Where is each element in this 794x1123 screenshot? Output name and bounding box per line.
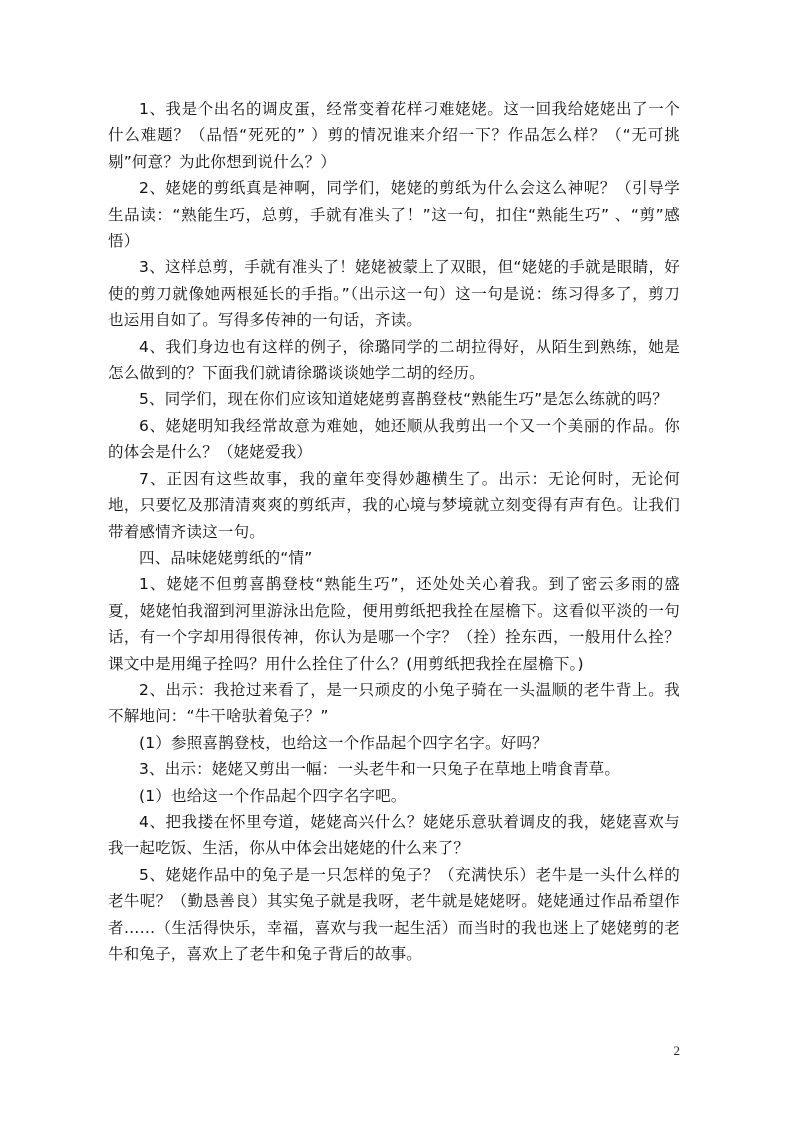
paragraph-6: 6、姥姥明知我经常故意为难她，她还顺从我剪出一个又一个美丽的作品。你的体会是什么？（姥姥爱我）	[108, 416, 680, 462]
paragraph-4: 4、我们身边也有这样的例子，徐璐同学的二胡拉得好，从陌生到熟练，她是怎么做到的？下面我们就请徐璐谈谈她学二胡的经历。	[108, 337, 680, 383]
paragraph-10: (1）参照喜鹊登枝，也给这一个作品起个四字名字。好吗？	[139, 733, 548, 752]
paragraph-1: 1、我是个出名的调皮蛋，经常变着花样刁难姥姥。这一回我给姥姥出了一个什么难题？（品悟“死死的” ）剪的情况谁来介绍一下？作品怎么样？（“无可挑剔”何意？为此你想到说什么？）	[108, 100, 680, 171]
paragraph-9: 2、出示：我抢过来看了，是一只顽皮的小兔子骑在一头温顺的老牛背上。我不解地问：“牛干啥驮着兔子？”	[108, 680, 680, 726]
document-body	[108, 96, 680, 967]
paragraph-2: 2、姥姥的剪纸真是神啊，同学们，姥姥的剪纸为什么会这么神呢？（引导学生品读：“熟能生巧，总剪，手就有准头了！”这一句，扣住“熟能生巧” 、“剪”感悟）	[108, 179, 680, 251]
paragraph-7: 7、正因有这些故事，我的童年变得妙趣横生了。出示：无论何时，无论何地，只要忆及那清清爽爽的剪纸声，我的心境与梦境就立刻变得有声有色。让我们带着感情齐读这一句。	[108, 469, 680, 541]
page-number: 2	[673, 1043, 680, 1058]
paragraph-8: 1、姥姥不但剪喜鹊登枝“熟能生巧”，还处处关心着我。到了密云多雨的盛夏，姥姥怕我溜到河里游泳出危险，便用剪纸把我拴在屋檐下。这看似平淡的一句话，有一个字却用得很传神，你认为是哪一个字？（拴）拴东西，一般用什么拴？课文中是用绳子拴吗？用什么拴住了什么？(用剪纸把我拴在屋檐下。)	[108, 575, 680, 673]
section-heading: 四、品味姥姥剪纸的“情”	[139, 548, 313, 567]
paragraph-5: 5、同学们，现在你们应该知道姥姥剪喜鹊登枝“熟能生巧”是怎么练就的吗？	[139, 390, 668, 409]
paragraph-13: 4、把我搂在怀里夸道，姥姥高兴什么？姥姥乐意驮着调皮的我，姥姥喜欢与我一起吃饭、生活，你从中体会出姥姥的什么来了？	[108, 812, 680, 858]
paragraph-12: (1）也给这一个作品起个四字名字吧。	[139, 786, 407, 805]
paragraph-14: 5、姥姥作品中的兔子是一只怎样的兔子？（充满快乐）老牛是一头什么样的老牛呢？（勤恳善良）其实兔子就是我呀，老牛就是姥姥呀。姥姥通过作品希望作者……（生活得快乐，幸福，喜欢与我一起生活）而当时的我也迷上了姥姥剪的老牛和兔子，喜欢上了老牛和兔子背后的故事。	[108, 865, 680, 963]
paragraph-3: 3、这样总剪，手就有准头了！姥姥被蒙上了双眼，但“姥姥的手就是眼睛，好使的剪刀就像她两根延长的手指。”（出示这一句）这一句是说：练习得多了，剪刀也运用自如了。写得多传神的一句话，齐读。	[108, 258, 680, 330]
paragraph-11: 3、出示：姥姥又剪出一幅：一头老牛和一只兔子在草地上啃食青草。	[139, 760, 621, 779]
